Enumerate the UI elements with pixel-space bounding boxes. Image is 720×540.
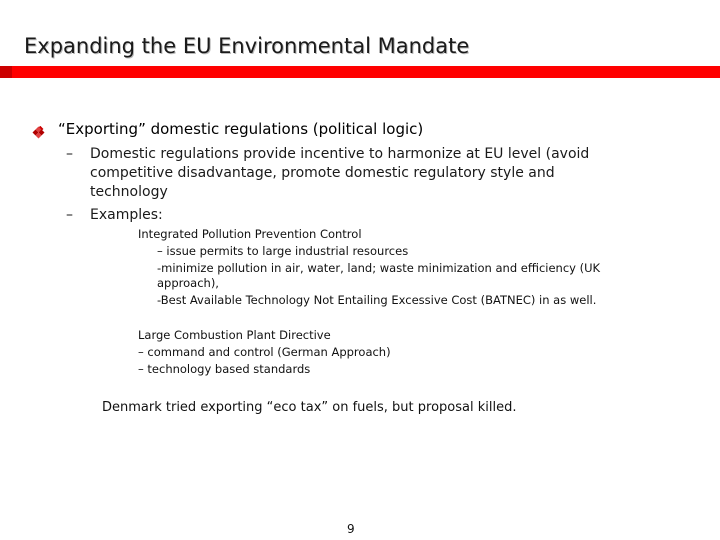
- dash-marker: –: [66, 207, 73, 223]
- diamond-bullet-icon: [32, 126, 45, 139]
- sub-bullet-text: Examples:: [90, 207, 163, 223]
- page-number: 9: [347, 522, 355, 536]
- ippc-heading: Integrated Pollution Prevention Control: [138, 227, 362, 241]
- title-underline-bar: [0, 66, 720, 78]
- denmark-note: Denmark tried exporting “eco tax” on fuels, but proposal killed.: [102, 400, 517, 415]
- ippc-line-minimize: -minimize pollution in air, water, land; waste minimization and efficiency (UK: [157, 261, 601, 275]
- main-bullet-text: “Exporting” domestic regulations (political logic): [58, 120, 424, 138]
- lcpd-line-command: – command and control (German Approach): [138, 345, 391, 359]
- dash-marker: –: [66, 146, 73, 162]
- lcpd-line-technology: – technology based standards: [138, 362, 311, 376]
- title-bar-accent: [0, 66, 12, 78]
- ippc-line-minimize-cont: approach),: [157, 276, 219, 290]
- sub-bullet-text: Domestic regulations provide incentive to harmonize at EU level (avoid competitive disadvantage, promote domestic regulatory style and technology: [90, 146, 590, 200]
- ippc-line-batnec: -Best Available Technology Not Entailing Excessive Cost (BATNEC) in as well.: [157, 293, 597, 307]
- slide-title: Expanding the EU Environmental Mandate: [24, 34, 470, 58]
- ippc-line-permits: – issue permits to large industrial resources: [157, 244, 409, 258]
- lcpd-heading: Large Combustion Plant Directive: [138, 328, 331, 342]
